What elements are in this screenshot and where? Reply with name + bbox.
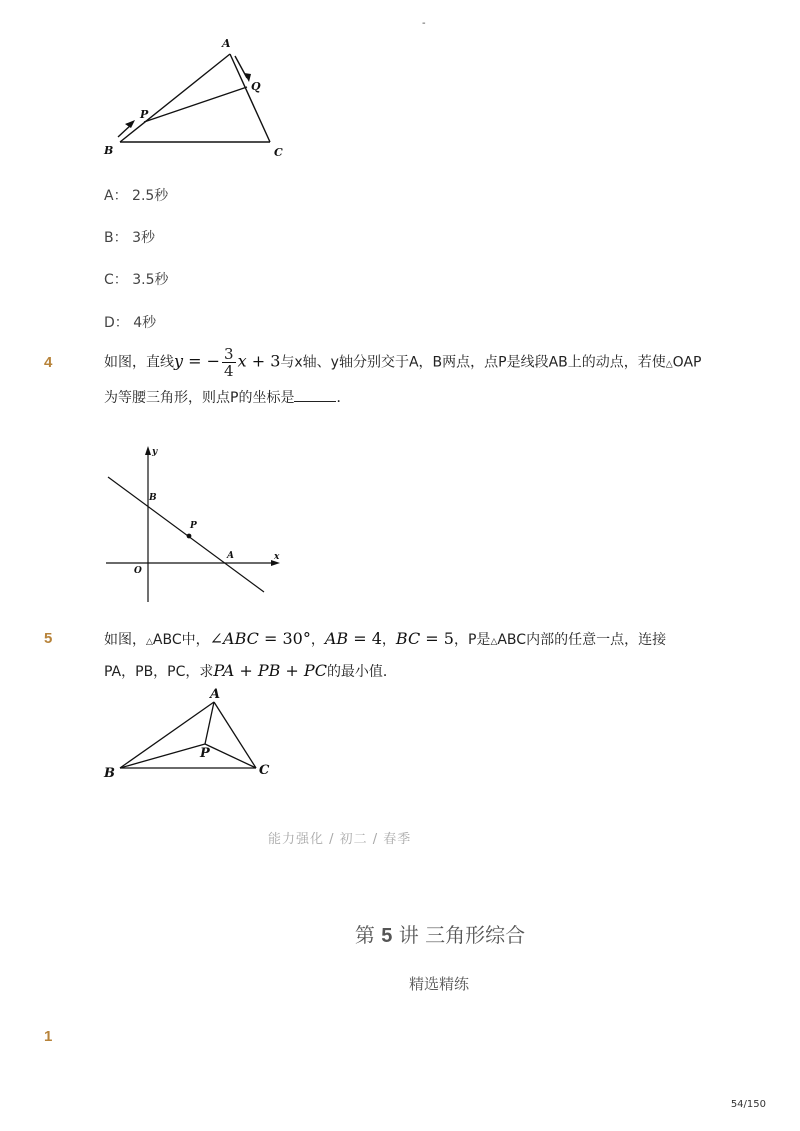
label-o: O (134, 566, 142, 576)
question-4-line1: 如图，直线y = − $\frac{3}{4}$ x + 3与x轴、y轴分别交于A，B两点，点P是线段AB上的动点，若使△OAP (104, 345, 702, 380)
question-number-5: 5 (44, 630, 53, 647)
arrow-head-p (125, 120, 135, 128)
figure-coordinate-line (100, 442, 290, 607)
lesson-title: 第 5 讲 三角形综合 (354, 923, 526, 947)
option-b: B： 3秒 (104, 230, 155, 246)
course-subtitle: 能力强化 / 初二 / 春季 (268, 832, 412, 847)
figure-triangle-pq (100, 34, 300, 164)
fraction: $\frac{3}{4}$ (224, 345, 234, 380)
question-5-line1: 如图，△ABC中，∠ABC = 30°，AB = 4，BC = 5，P是△ABC内部的任意一点，连接 (104, 629, 667, 648)
arrow-head-q (244, 73, 251, 82)
label-b: B (104, 144, 114, 157)
label-p: P (140, 108, 149, 121)
figure-triangle-interior-p (100, 688, 285, 783)
question-5-line2: PA，PB，PC，求PA + PB + PC的最小值． (104, 661, 397, 680)
label-b: B (149, 493, 157, 503)
answer-blank (294, 389, 336, 402)
label-c: C (274, 146, 283, 159)
label-q: Q (251, 80, 261, 93)
option-d: D： 4秒 (104, 315, 157, 331)
question-4-line2: 为等腰三角形，则点P的坐标是 ． (104, 390, 351, 406)
label-a: A (222, 37, 231, 50)
top-mark: - (422, 18, 426, 29)
label-a: A (210, 688, 221, 702)
y-axis-arrow (145, 446, 151, 455)
option-a: A： 2.5秒 (104, 188, 169, 204)
section-title: 精选精练 (408, 975, 469, 993)
label-p: P (200, 746, 210, 761)
point-p (187, 534, 192, 539)
label-a: A (227, 551, 234, 561)
option-c: C： 3.5秒 (104, 272, 169, 288)
question-number-1: 1 (44, 1028, 53, 1045)
label-c: C (259, 763, 270, 778)
question-number-4: 4 (44, 354, 53, 371)
label-x: x (274, 552, 280, 562)
page-number: 54/150 (730, 1099, 766, 1110)
label-b: B (104, 766, 115, 781)
label-y: y (152, 447, 158, 457)
label-p: P (190, 521, 197, 531)
